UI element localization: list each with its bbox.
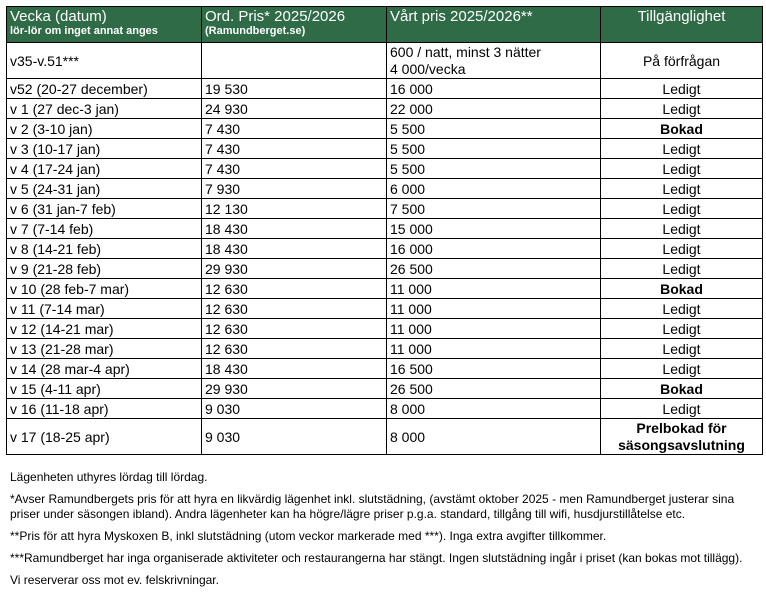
our-price-cell: 16 000 (387, 239, 601, 259)
week-cell: v 7 (7-14 feb) (7, 219, 202, 239)
our-price-line-1: 600 / natt, minst 3 nätter (390, 43, 541, 60)
week-cell: v 5 (24-31 jan) (7, 179, 202, 199)
ordinary-price-cell: 18 430 (202, 239, 387, 259)
availability-cell: Ledigt (601, 319, 763, 339)
week-cell: v 15 (4-11 apr) (7, 379, 202, 399)
ordinary-price-cell: 7 430 (202, 139, 387, 159)
availability-cell: Bokad (601, 279, 763, 299)
our-price-cell: 5 500 (387, 139, 601, 159)
our-price-cell: 15 000 (387, 219, 601, 239)
footnote-rental-days: Lägenheten uthyres lördag till lördag. (10, 470, 208, 484)
ordinary-price-cell (202, 43, 387, 79)
week-cell: v52 (20-27 december) (7, 79, 202, 99)
week-cell: v 14 (28 mar-4 apr) (7, 359, 202, 379)
ordinary-price-cell: 12 630 (202, 279, 387, 299)
footnote-ordinary-price: *Avser Ramundbergets pris för att hyra en likvärdig lägenhet inkl. slutstädning, (avstämt oktober 2025 - men Ramundberget justerar sina priser under säsongen ibland). Andra lägenheter kan ha högre/lägre priser p.g.a. standard, tillgång till wifi, husdjurstillåtelse etc. (10, 492, 735, 521)
availability-cell: Ledigt (601, 179, 763, 199)
table-row (7, 319, 763, 339)
availability-cell: Ledigt (601, 239, 763, 259)
our-price-cell: 6 000 (387, 179, 601, 199)
header-availability (601, 7, 763, 43)
our-price-cell: 11 000 (387, 339, 601, 359)
availability-cell: Ledigt (601, 339, 763, 359)
our-price-cell: 8 000 (387, 419, 601, 455)
our-price-cell: 22 000 (387, 99, 601, 119)
our-price-cell (387, 43, 601, 79)
header-week-label: Vecka (datum) (10, 8, 107, 25)
our-price-cell: 5 500 (387, 159, 601, 179)
table-row (7, 379, 763, 399)
availability-cell: Ledigt (601, 359, 763, 379)
week-cell: v 9 (21-28 feb) (7, 259, 202, 279)
our-price-line-2: 4 000/vecka (390, 60, 466, 77)
header-ordinary-price-sublabel: (Ramundberget.se) (205, 25, 306, 37)
header-week-sublabel: lör-lör om inget annat anges (10, 25, 158, 37)
ordinary-price-cell: 19 530 (202, 79, 387, 99)
availability-cell: Ledigt (601, 259, 763, 279)
ordinary-price-cell: 9 030 (202, 399, 387, 419)
our-price-cell: 11 000 (387, 279, 601, 299)
header-ordinary-price-label: Ord. Pris* 2025/2026 (205, 8, 346, 25)
our-price-cell: 26 500 (387, 379, 601, 399)
table-row (7, 119, 763, 139)
table-row (7, 79, 763, 99)
table-row (7, 259, 763, 279)
table-row (7, 199, 763, 219)
table-row (7, 239, 763, 259)
table-row (7, 99, 763, 119)
availability-cell: På förfrågan (601, 43, 763, 79)
our-price-cell: 11 000 (387, 299, 601, 319)
our-price-cell: 11 000 (387, 319, 601, 339)
table-row (7, 43, 763, 79)
header-our-price (387, 7, 601, 43)
ordinary-price-cell: 7 430 (202, 119, 387, 139)
our-price-cell: 26 500 (387, 259, 601, 279)
availability-cell: Ledigt (601, 299, 763, 319)
table-row (7, 159, 763, 179)
our-price-cell: 7 500 (387, 199, 601, 219)
ordinary-price-cell: 9 030 (202, 419, 387, 455)
table-row (7, 399, 763, 419)
our-price-cell: 16 500 (387, 359, 601, 379)
table-row (7, 279, 763, 299)
availability-cell: Ledigt (601, 159, 763, 179)
ordinary-price-cell: 12 630 (202, 339, 387, 359)
our-price-cell: 8 000 (387, 399, 601, 419)
availability-cell: Ledigt (601, 219, 763, 239)
ordinary-price-cell: 7 930 (202, 179, 387, 199)
week-cell: v 6 (31 jan-7 feb) (7, 199, 202, 219)
footnotes (10, 470, 760, 595)
table-row (7, 359, 763, 379)
availability-cell: Ledigt (601, 199, 763, 219)
header-availability-label: Tillgänglighet (637, 8, 726, 25)
availability-line-2: säsongsavslutning (618, 436, 745, 453)
ordinary-price-cell: 12 630 (202, 299, 387, 319)
week-cell: v 13 (21-28 mar) (7, 339, 202, 359)
table-header-row (7, 7, 763, 43)
ordinary-price-cell: 18 430 (202, 359, 387, 379)
week-cell: v 3 (10-17 jan) (7, 139, 202, 159)
header-ordinary-price (202, 7, 387, 43)
availability-cell: Ledigt (601, 79, 763, 99)
table-row (7, 179, 763, 199)
ordinary-price-cell: 12 130 (202, 199, 387, 219)
week-cell: v 12 (14-21 mar) (7, 319, 202, 339)
week-cell: v 2 (3-10 jan) (7, 119, 202, 139)
week-cell: v 8 (14-21 feb) (7, 239, 202, 259)
ordinary-price-cell: 29 930 (202, 379, 387, 399)
week-cell: v 10 (28 feb-7 mar) (7, 279, 202, 299)
table-row (7, 139, 763, 159)
table-row (7, 299, 763, 319)
availability-cell (601, 419, 763, 455)
footnote-our-price: **Pris för att hyra Myskoxen B, inkl slutstädning (utom veckor markerade med ***). Inga extra avgifter tillkommer. (10, 529, 607, 543)
availability-cell: Ledigt (601, 139, 763, 159)
availability-cell: Ledigt (601, 399, 763, 419)
ordinary-price-cell: 7 430 (202, 159, 387, 179)
our-price-cell: 5 500 (387, 119, 601, 139)
header-our-price-label: Vårt pris 2025/2026** (390, 8, 533, 25)
availability-cell: Bokad (601, 119, 763, 139)
ordinary-price-cell: 24 930 (202, 99, 387, 119)
week-cell: v 1 (27 dec-3 jan) (7, 99, 202, 119)
week-cell: v35-v.51*** (7, 43, 202, 79)
footnote-off-season: ***Ramundberget har inga organiserade aktiviteter och restaurangerna har stängt. Ingen slutstädning ingår i priset (kan bokas mot tillägg). (10, 551, 743, 565)
ordinary-price-cell: 29 930 (202, 259, 387, 279)
header-week (7, 7, 202, 43)
table-row (7, 339, 763, 359)
our-price-cell: 16 000 (387, 79, 601, 99)
availability-line-1: Prelbokad för (636, 419, 727, 436)
week-cell: v 17 (18-25 apr) (7, 419, 202, 455)
table-row (7, 219, 763, 239)
week-cell: v 16 (11-18 apr) (7, 399, 202, 419)
ordinary-price-cell: 12 630 (202, 319, 387, 339)
table-row (7, 419, 763, 455)
week-cell: v 4 (17-24 jan) (7, 159, 202, 179)
availability-cell: Ledigt (601, 99, 763, 119)
ordinary-price-cell: 18 430 (202, 219, 387, 239)
week-cell: v 11 (7-14 mar) (7, 299, 202, 319)
footnote-disclaimer: Vi reserverar oss mot ev. felskrivningar. (10, 573, 219, 587)
availability-cell: Bokad (601, 379, 763, 399)
price-table (6, 6, 763, 455)
